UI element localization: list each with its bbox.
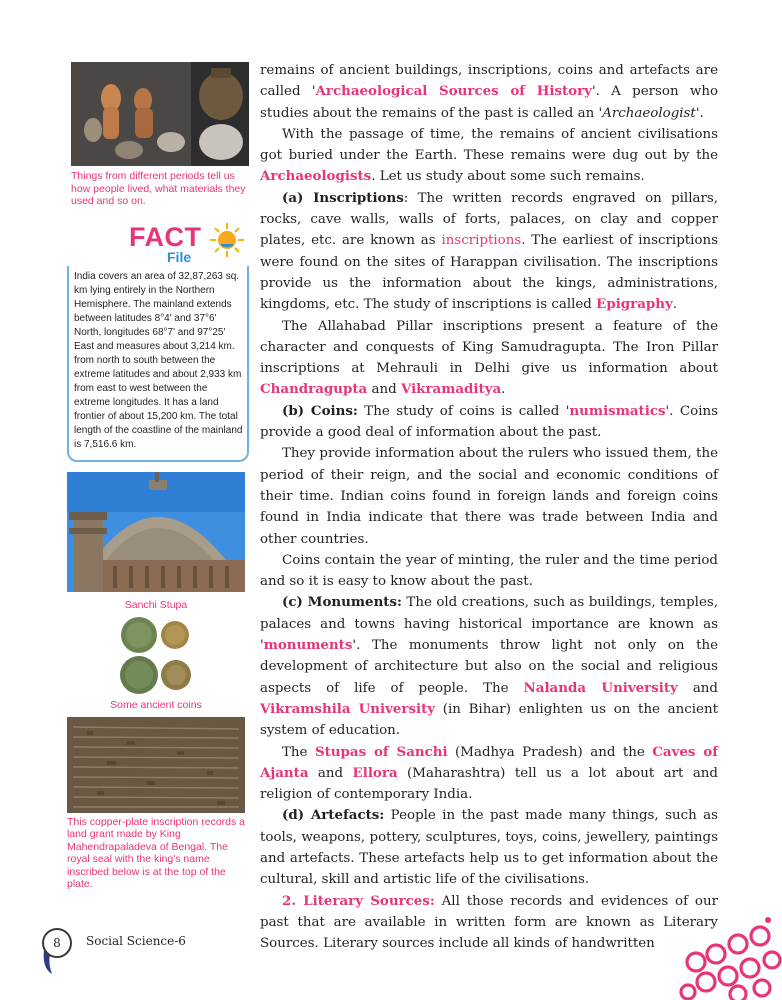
artefacts-caption: Things from different periods tell us how people lived, what materials they used and so on. — [71, 170, 246, 207]
term-chandragupta: Chandragupta — [260, 381, 368, 398]
text: People in the past made many things, such as tools, weapons, pottery, sculptures, toys, coins, jewellery, paintings and artefacts. These artefacts help us to get information about the cultural, skill and artistic life of the civilisations. — [260, 808, 718, 888]
text: The study of coins is called ' — [357, 403, 570, 419]
paragraph-coins-year: Coins contain the year of minting, the ruler and the time period and so it is easy to know about the past. — [260, 552, 718, 590]
text: (in Bihar) enlighten us on the ancient system of education. — [260, 701, 718, 739]
term-vikramaditya: Vikramaditya — [400, 381, 502, 398]
paragraph-literary-sources — [260, 891, 718, 955]
term-epigraphy: Epigraphy — [596, 296, 673, 313]
text: The Allahabad Pillar inscriptions present a feature of the character and conquests of King Samudragupta. The Iron Pillar inscriptions at Mehrauli in Delhi give us information about — [260, 318, 718, 377]
paragraph-allahabad-pillar — [260, 316, 718, 401]
text: . Let us study about some such remains. — [371, 169, 645, 185]
fact-file-heading — [67, 222, 247, 266]
text: and — [367, 382, 401, 398]
term-monuments: monuments — [263, 637, 353, 654]
text: (Maharashtra) tell us a lot about art and religion of contemporary India. — [260, 765, 718, 803]
text: The old creations, such as buildings, temples, palaces and towns having historical importance are known as ' — [260, 595, 718, 654]
copper-plate-caption: This copper-plate inscription records a land grant made by King Mahendrapaladeva of Bengal. The royal seal with the king's name inscribed below is at the top of the plate. — [67, 815, 245, 890]
artefacts-image — [71, 62, 249, 166]
text: (Madhya Pradesh) and the — [447, 744, 653, 760]
copper-plate-photo — [67, 717, 245, 813]
artefacts-photo — [71, 62, 249, 166]
paragraph-monuments — [260, 592, 718, 741]
molecule-decoration-icon — [676, 914, 782, 1000]
copper-plate-image — [67, 717, 245, 813]
text: The — [282, 744, 315, 760]
text: '. A person who studies about the remains of the past is called an ' — [260, 84, 719, 121]
text: . The earliest of inscriptions were found on the sites of Harappan civilisation. The inscriptions provide us the information about the kings, administrations, kingdoms, etc. The study of inscriptions is called — [260, 233, 718, 313]
coins-caption: Some ancient coins — [110, 699, 202, 711]
heading-artefacts: (d) Artefacts: — [282, 807, 385, 824]
text: and — [677, 680, 719, 696]
text: . — [501, 382, 506, 398]
text: '. Coins provide a good deal of information about the past. — [260, 403, 719, 441]
text: : The written records engraved on pillars, rocks, cave walls, walls of forts, palaces, on clay and copper plates, etc. are known as — [260, 190, 719, 249]
fact-subtitle: File — [167, 248, 192, 265]
heading-literary-sources: 2. Literary Sources: — [282, 892, 435, 909]
coins-image — [67, 617, 245, 695]
fact-file-text: India covers an area of 32,87,263 sq. km lying entirely in the Northern Hemisphere. The mainland extends between latitudes 8°4' and 37°6' North, longitudes 68°7' and 97°25' East and measures about 3,214 km. from north to south between the extreme latitudes and about 2,933 km from east to west between the extreme longitudes. It has a land frontier of about 15,200 km. The total length of the coastline of the mainland is 7,516.6 km. — [74, 270, 243, 450]
text: and — [308, 765, 353, 781]
text: With the passage of time, the remains of ancient civilisations got buried under the Earth. These remains were dug out by the — [260, 126, 718, 164]
heading-monuments: (c) Monuments: — [282, 594, 402, 611]
fact-title: FACT — [129, 221, 202, 252]
sun-icon — [209, 222, 245, 258]
page-number: 8 — [42, 928, 72, 958]
text: '. — [695, 105, 704, 121]
paragraph-passage-of-time — [260, 124, 718, 188]
term-stupas-of-sanchi: Stupas of Sanchi — [314, 743, 448, 760]
term-caves-of-ajanta: Caves of Ajanta — [260, 743, 718, 781]
paragraph-coins-rulers: They provide information about the rulers who issued them, the period of their reign, and the social and economic conditions of their time. Indian coins found in foreign lands and foreign coins found in India indicate that there was trade between India and other countries. — [260, 446, 718, 547]
term-nalanda-university: Nalanda University — [523, 679, 678, 696]
book-title: Social Science-6 — [86, 934, 186, 948]
term-archaeologists: Archaeologists — [260, 168, 372, 185]
paragraph-inscriptions — [260, 188, 718, 316]
paragraph-archaeological-sources — [260, 60, 718, 124]
coins-photo — [67, 617, 245, 695]
paragraph-stupas — [260, 742, 718, 806]
heading-coins: (b) Coins: — [282, 402, 358, 419]
term-numismatics: numismatics — [569, 402, 666, 419]
text: remains of ancient buildings, inscriptions, coins and artefacts are called ' — [260, 63, 718, 100]
text: All those records and evidences of our past that are available in written form are known as Literary Sources. Literary sources include all kinds of handwritten — [260, 893, 718, 952]
stupa-caption: Sanchi Stupa — [124, 598, 188, 611]
paragraph-artefacts — [260, 805, 718, 890]
term-vikramshila-university: Vikramshila University — [260, 700, 436, 717]
term-inscriptions: inscriptions — [441, 233, 522, 249]
heading-inscriptions: (a) Inscriptions — [282, 189, 404, 206]
term-archaeologist: Archaeologist — [602, 105, 696, 121]
main-text — [260, 60, 718, 954]
paragraph-coins — [260, 401, 718, 444]
term-archaeological-sources: Archaeological Sources of History — [315, 83, 592, 100]
text: '. The monuments throw light not only on the development of architecture but also on the social and religious aspects of life of people. The — [260, 638, 718, 696]
sanchi-stupa-image — [67, 472, 245, 592]
sidebar — [67, 62, 247, 891]
text: . — [672, 297, 678, 313]
fact-file-box — [67, 266, 249, 462]
sanchi-stupa-photo — [67, 472, 245, 592]
term-ellora: Ellora — [352, 764, 398, 781]
